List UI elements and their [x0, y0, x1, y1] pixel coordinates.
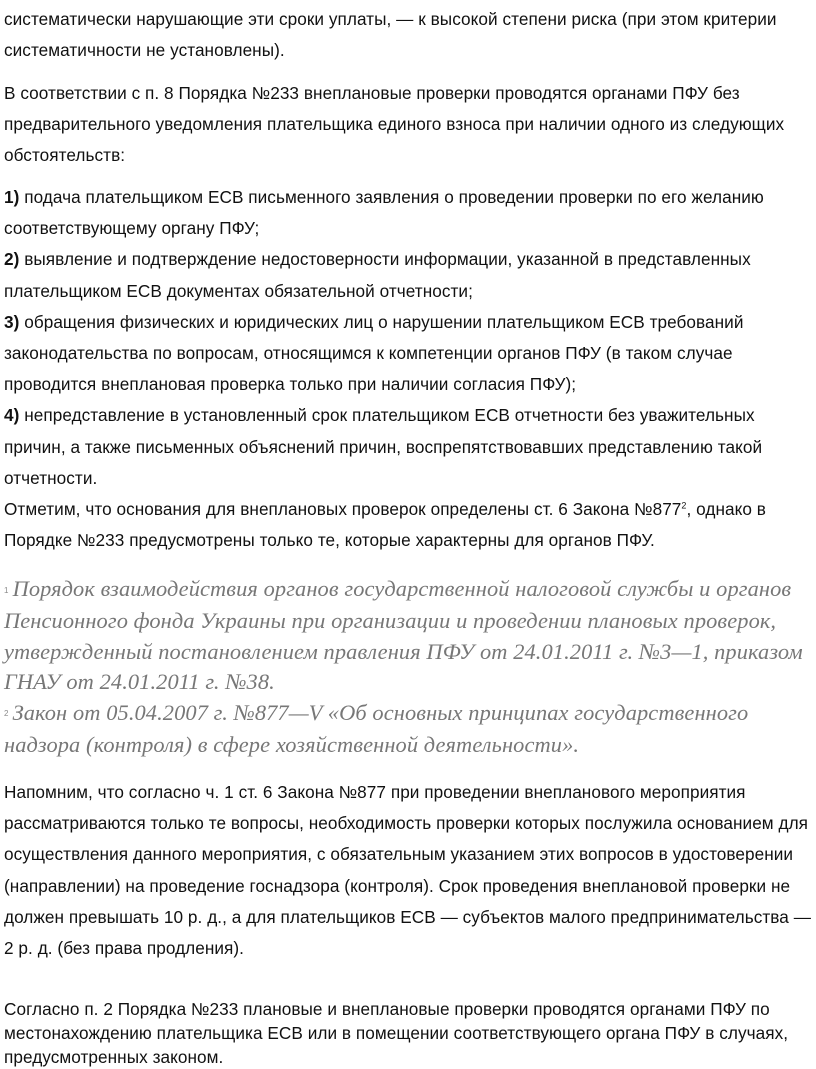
paragraph-note — [4, 494, 814, 556]
list-item-number: 4) — [4, 405, 20, 426]
list-item — [4, 307, 814, 401]
list-item-text: обращения физических и юридических лиц о нарушении плательщиком ЕСВ требований законодательства по вопросам, относящимся к компетенции органов ПФУ (в таком случае проводится внеплановая проверка только при наличии согласия ПФУ); — [4, 311, 744, 395]
footnote-mark: 1 — [4, 585, 9, 595]
list-item-number: 1) — [4, 187, 20, 207]
note-text-continued: , однако в Порядке №233 предусмотрены только те, которые характерны для органов ПФУ. — [4, 499, 766, 551]
list-item — [4, 244, 814, 306]
list-item-text: выявление и подтверждение недостоверности информации, указанной в представленных плательщиком ЕСВ документах обязательной отчетности; — [4, 249, 751, 301]
list-item-text: подача плательщиком ЕСВ письменного заявления о проведении проверки по его желанию соответствующему органу ПФУ; — [4, 187, 764, 239]
footnote-reference: 2 — [681, 500, 687, 511]
grounds-list — [4, 182, 814, 556]
footnote-text: Порядок взаимодействия органов государственной налоговой службы и органов Пенсионного фонда Украины при организации и проведении плановых проверок, утвержденный постановлением правления ПФУ от 24.01.2011 г. №3—1, приказом ГНАУ от 24.01.2011 г. №38. — [4, 576, 803, 695]
footnote — [4, 574, 814, 698]
list-item-text: непредставление в установленный срок плательщиком ЕСВ отчетности без уважительных причин, а также письменных объяснений причин, воспрепятствовавших представлению такой отчетности. — [4, 405, 763, 488]
footnotes-block — [4, 574, 814, 760]
paragraph-intro-tail: систематически нарушающие эти сроки уплаты, — к высокой степени риска (при этом критерии систематичности не установлены). — [4, 9, 777, 61]
list-item — [4, 400, 814, 494]
paragraph-p8: В соответствии с п. 8 Порядка №233 внеплановые проверки проводятся органами ПФУ без предварительного уведомления плательщика единого взноса при наличии одного из следующих обстоятельств: — [4, 83, 785, 166]
note-text: Отметим, что основания для внеплановых проверок определены ст. 6 Закона №877 — [4, 499, 682, 520]
list-item-number: 2) — [4, 249, 20, 270]
footnote — [4, 698, 814, 761]
paragraph-remind: Напомним, что согласно ч. 1 ст. 6 Закона №877 при проведении внепланового мероприятия рассматриваются только те вопросы, необходимость проверки которых послужила основанием для осуществления данного мероприятия, с обязательным указанием этих вопросов в удостоверении (направлении) на проведение госнадзора (контроля). Срок проведения внеплановой проверки не должен превышать 10 р. д., а для плательщиков ЕСВ — субъектов малого предпринимательства — 2 р. д. (без права продления). — [4, 782, 811, 959]
list-item-number: 3) — [4, 311, 20, 332]
paragraph-p2: Согласно п. 2 Порядка №233 плановые и внеплановые проверки проводятся органами ПФУ по местонахождению плательщика ЕСВ или в помещении соответствующего органа ПФУ в случаях, предусмотренных законом. — [4, 999, 789, 1067]
footnote-mark: 2 — [4, 709, 9, 719]
footnote-text: Закон от 05.04.2007 г. №877—V «Об основных принципах государственного надзора (контроля) в сфере хозяйственной деятельности». — [4, 699, 749, 757]
list-item — [4, 182, 814, 244]
